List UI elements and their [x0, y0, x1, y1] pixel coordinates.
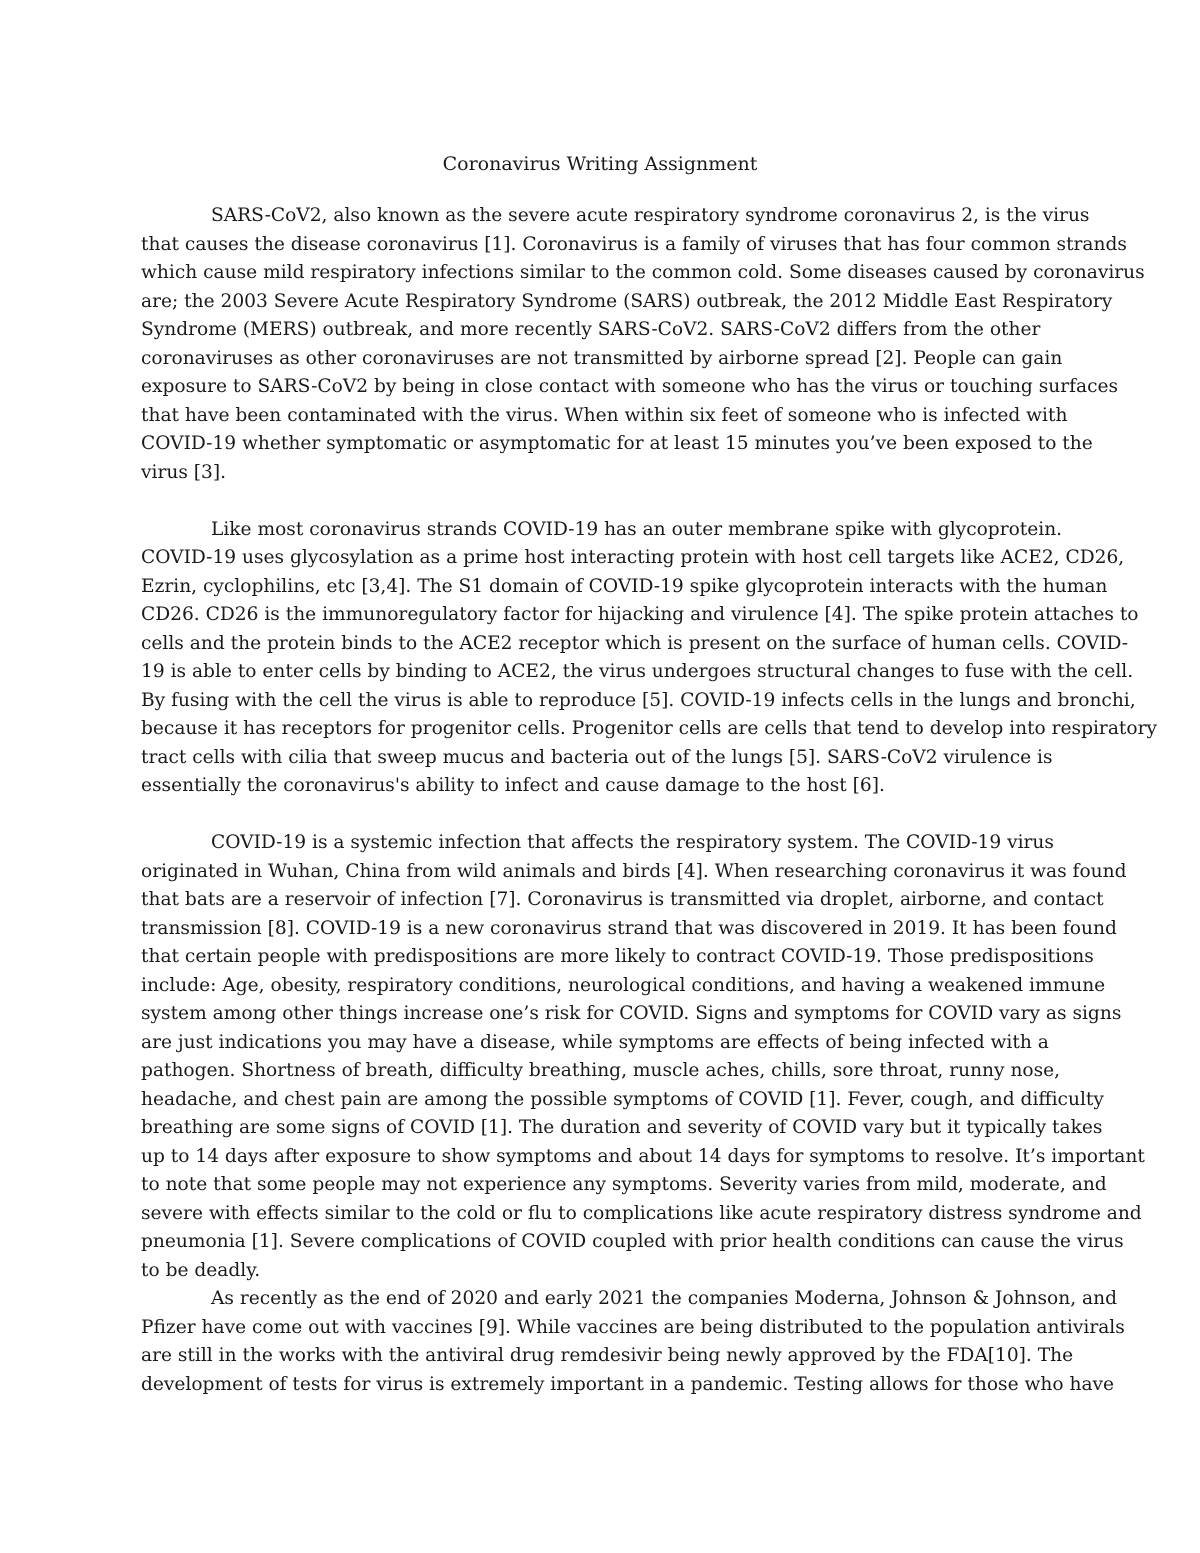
paragraph-3: [141, 829, 1145, 1285]
paragraph-line: coronaviruses as other coronaviruses are not transmitted by airborne spread [2]. People can gain: [141, 347, 1063, 369]
paragraph-line: Syndrome (MERS) outbreak, and more recently SARS-CoV2. SARS-CoV2 differs from the other: [141, 319, 1041, 340]
paragraph-line: 19 is able to enter cells by binding to ACE2, the virus undergoes structural changes to fuse with the cell.: [141, 661, 1134, 682]
paragraph-line: because it has receptors for progenitor cells. Progenitor cells are cells that tend to develop into respiratory: [141, 718, 1157, 739]
paragraph-line: Like most coronavirus strands COVID-19 has an outer membrane spike with glycoprotein.: [211, 518, 1063, 540]
paragraph-spacer: [141, 801, 1061, 830]
paragraph-line: originated in Wuhan, China from wild animals and birds [4]. When researching coronavirus it was found: [141, 860, 1127, 882]
document-body: [141, 202, 1157, 1399]
paragraph-spacer: [141, 487, 1061, 516]
paragraph-line: By fusing with the cell the virus is able to reproduce [5]. COVID-19 infects cells in the lungs and bronchi,: [141, 689, 1136, 711]
paragraph-4: [141, 1285, 1125, 1399]
paragraph-line: that causes the disease coronavirus [1]. Coronavirus is a family of viruses that has four common strands: [141, 233, 1127, 255]
paragraph-line: SARS-CoV2, also known as the severe acute respiratory syndrome coronavirus 2, is the virus: [211, 205, 1090, 226]
paragraph-line: breathing are some signs of COVID [1]. The duration and severity of COVID vary but it typically takes: [141, 1117, 1103, 1138]
paragraph-line: include: Age, obesity, respiratory conditions, neurological conditions, and having a weakened immune: [141, 974, 1106, 996]
paragraph-line: transmission [8]. COVID-19 is a new coronavirus strand that was discovered in 2019. It has been found: [141, 917, 1117, 939]
paragraph-line: which cause mild respiratory infections similar to the common cold. Some diseases caused by coronavirus: [141, 262, 1145, 283]
paragraph-line: severe with effects similar to the cold or flu to complications like acute respiratory distress syndrome and: [141, 1202, 1142, 1224]
paragraph-line: COVID-19 is a systemic infection that affects the respiratory system. The COVID-19 virus: [211, 832, 1054, 853]
paragraph-line: headache, and chest pain are among the possible symptoms of COVID [1]. Fever, cough, and difficulty: [141, 1088, 1104, 1110]
paragraph-2: [141, 516, 1157, 801]
paragraph-line: COVID-19 uses glycosylation as a prime host interacting protein with host cell targets like ACE2, CD26,: [141, 547, 1125, 568]
paragraph-line: that bats are a reservoir of infection [7]. Coronavirus is transmitted via droplet, airborne, and contact: [141, 889, 1104, 910]
paragraph-line: Pfizer have come out with vaccines [9]. While vaccines are being distributed to the population antivirals: [141, 1316, 1125, 1338]
paragraph-line: pathogen. Shortness of breath, difficulty breathing, muscle aches, chills, sore throat, runny nose,: [141, 1060, 1061, 1081]
paragraph-line: system among other things increase one’s risk for COVID. Signs and symptoms for COVID vary as signs: [141, 1003, 1122, 1024]
paragraph-line: are; the 2003 Severe Acute Respiratory Syndrome (SARS) outbreak, the 2012 Middle East Respiratory: [141, 290, 1113, 312]
paragraph-line: are just indications you may have a disease, while symptoms are effects of being infected with a: [141, 1031, 1049, 1053]
paragraph-line: essentially the coronavirus's ability to infect and cause damage to the host [6].: [141, 775, 885, 796]
paragraph-line: are still in the works with the antiviral drug remdesivir being newly approved by the FDA[10]. The: [141, 1345, 1074, 1366]
paragraph-line: cells and the protein binds to the ACE2 receptor which is present on the surface of human cells. COVID-: [141, 632, 1129, 654]
paragraph-line: Ezrin, cyclophilins, etc [3,4]. The S1 domain of COVID-19 spike glycoprotein interacts with the human: [141, 575, 1108, 597]
paragraph-line: that certain people with predispositions are more likely to contract COVID-19. Those predispositions: [141, 946, 1094, 967]
paragraph-line: COVID-19 whether symptomatic or asymptomatic for at least 15 minutes you’ve been exposed to the: [141, 433, 1093, 454]
paragraph-line: development of tests for virus is extremely important in a pandemic. Testing allows for those who have: [141, 1373, 1115, 1395]
paragraph-line: that have been contaminated with the virus. When within six feet of someone who is infected with: [141, 404, 1068, 426]
paragraph-line: tract cells with cilia that sweep mucus and bacteria out of the lungs [5]. SARS-CoV2 virulence is: [141, 746, 1053, 768]
paragraph-line: pneumonia [1]. Severe complications of COVID coupled with prior health conditions can cause the virus: [141, 1231, 1124, 1252]
paragraph-line: exposure to SARS-CoV2 by being in close contact with someone who has the virus or touching surfaces: [141, 376, 1119, 397]
paragraph-line: As recently as the end of 2020 and early 2021 the companies Moderna, Johnson & Johnson, and: [211, 1288, 1118, 1309]
paragraph-line: CD26. CD26 is the immunoregulatory factor for hijacking and virulence [4]. The spike protein attaches to: [141, 604, 1139, 625]
paragraph-line: to note that some people may not experience any symptoms. Severity varies from mild, moderate, and: [141, 1174, 1107, 1195]
paragraph-line: to be deadly.: [141, 1259, 261, 1281]
document-title: Coronavirus Writing Assignment: [442, 153, 758, 175]
paragraph-1: [141, 202, 1145, 487]
paragraph-line: virus [3].: [141, 461, 227, 483]
paragraph-line: up to 14 days after exposure to show symptoms and about 14 days for symptoms to resolve. It’s important: [141, 1145, 1145, 1167]
